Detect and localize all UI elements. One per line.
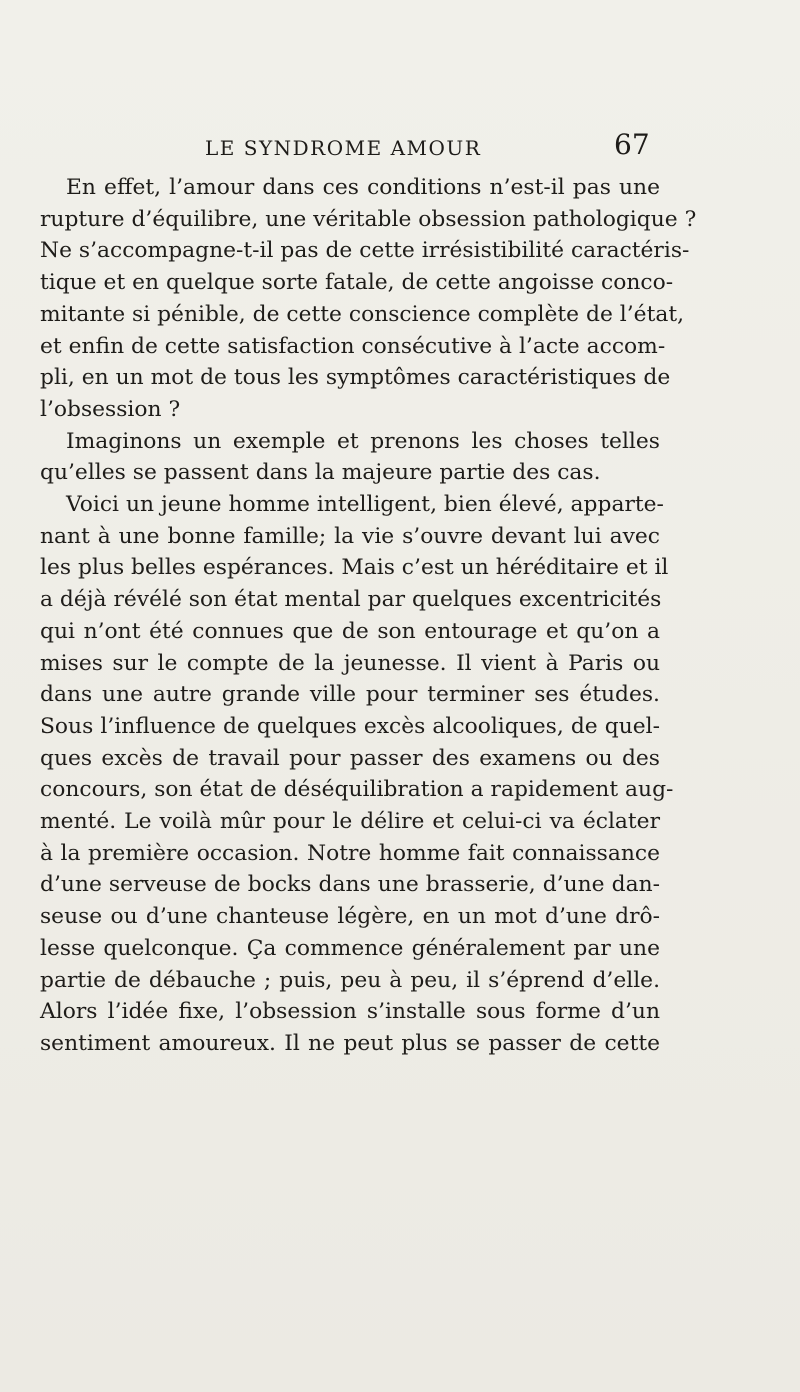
text-line: mitante si pénible, de cette conscience complète de l’état, [40,301,685,327]
text-line: lesse quelconque. Ça commence généralement par une [40,935,660,961]
paragraph [40,489,674,1060]
text-line: Ne s’accompagne-t-il pas de cette irrésistibilité caractéris- [40,238,690,264]
text-line: à la première occasion. Notre homme fait connaissance [40,840,660,866]
text-line: qu’elles se passent dans la majeure partie des cas. [40,460,601,486]
text-line: sentiment amoureux. Il ne peut plus se passer de cette [40,1030,660,1056]
text-line: partie de débauche ; puis, peu à peu, il s’éprend d’elle. [40,967,660,993]
text-line: l’obsession ? [40,396,181,422]
text-line: Alors l’idée fixe, l’obsession s’installe sous forme d’un [40,999,660,1025]
text-line: Voici un jeune homme intelligent, bien élevé, apparte- [66,492,664,518]
page-number: 67 [614,128,650,161]
text-line: rupture d’équilibre, une véritable obsession pathologique ? [40,206,697,232]
body-text [40,172,697,1060]
text-line: Imaginons un exemple et prenons les choses telles [66,428,660,454]
text-line: ques excès de travail pour passer des examens ou des [40,745,660,771]
text-line: dans une autre grande ville pour terminer ses études. [40,682,660,708]
text-line: nant à une bonne famille; la vie s’ouvre devant lui avec [40,523,660,549]
text-line: concours, son état de déséquilibration a rapidement aug- [40,777,674,803]
text-line: Sous l’influence de quelques excès alcooliques, de quel- [40,713,660,739]
text-line: mises sur le compte de la jeunesse. Il vient à Paris ou [40,650,660,676]
text-line: d’une serveuse de bocks dans une brasserie, d’une dan- [40,872,660,898]
text-line: qui n’ont été connues que de son entourage et qu’on a [40,618,660,644]
text-line: les plus belles espérances. Mais c’est un héréditaire et il [40,555,669,581]
running-title: LE SYNDROME AMOUR [205,136,482,160]
page-header [0,126,800,166]
paragraph [40,172,697,426]
text-line: a déjà révélé son état mental par quelques excentricités [40,587,662,613]
text-line: menté. Le voilà mûr pour le délire et celui-ci va éclater [40,809,660,835]
text-line: pli, en un mot de tous les symptômes caractéristiques de [40,365,671,391]
text-line: En effet, l’amour dans ces conditions n’est-il pas une [66,175,660,200]
text-line: et enfin de cette satisfaction consécutive à l’acte accom- [40,333,666,359]
text-line: tique et en quelque sorte fatale, de cette angoisse conco- [40,270,674,296]
paragraph [40,426,660,489]
text-line: seuse ou d’une chanteuse légère, en un mot d’une drô- [40,904,660,930]
